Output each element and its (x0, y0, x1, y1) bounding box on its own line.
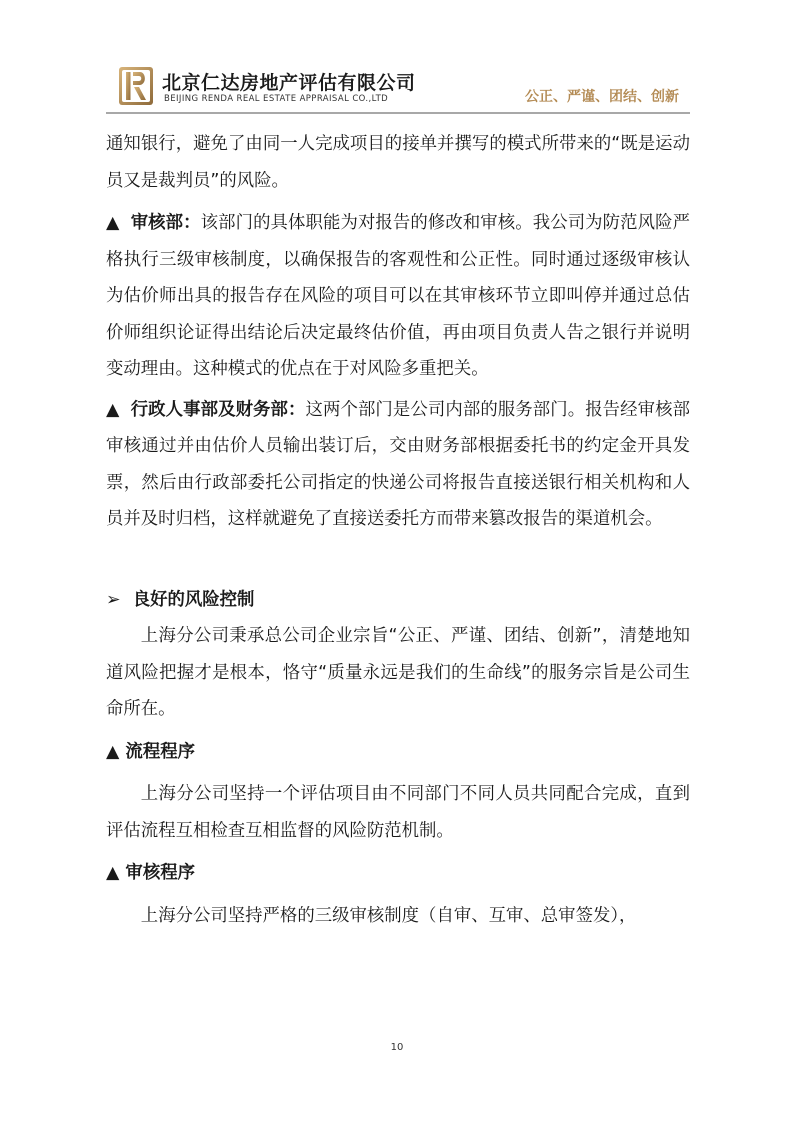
spacer (106, 538, 690, 574)
document-body (106, 126, 690, 934)
page-number: 10 (390, 1042, 404, 1053)
audit-department-paragraph (106, 205, 690, 388)
paragraph: 通知银行，避免了由同一人完成项目的接单并撰写的模式所带来的“既是运动员又是裁判员”的风险。 (106, 134, 690, 191)
header-divider (106, 112, 690, 114)
flow-procedure-paragraph: 上海分公司坚持一个评估项目由不同部门不同人员共同配合完成，直到评估流程互相检查互相监督的风险防范机制。 (106, 784, 690, 841)
renda-logo-icon (118, 66, 154, 106)
company-name-cn: 北京仁达房地产评估有限公司 (162, 72, 416, 94)
admin-finance-paragraph (106, 392, 690, 538)
audit-department-title: 审核部： (130, 213, 201, 233)
admin-finance-text: 这两个部门是公司内部的服务部门。报告经审核部审核通过并由估价人员输出装订后，交由财务部根据委托书的约定金开具发票，然后由行政部委托公司指定的快递公司将报告直接送银行相关机构和人员并及时归档，这样就避免了直接送委托方而带来篡改报告的渠道机会。 (106, 399, 690, 529)
page-header (0, 0, 794, 118)
arrow-bullet-icon: ➢ (106, 589, 121, 610)
company-slogan: 公正、严谨、团结、创新 (525, 89, 679, 105)
admin-finance-title: 行政人事部及财务部： (130, 399, 306, 420)
risk-control-heading-text: 良好的风险控制 (132, 589, 255, 610)
flow-procedure-heading: ▲ 流程程序 (106, 741, 195, 762)
review-procedure-paragraph: 上海分公司坚持严格的三级审核制度（自审、互审、总审签发）， (140, 905, 637, 926)
company-name-en: BEIJING RENDA REAL ESTATE APPRAISAL CO.,LTD (164, 94, 389, 104)
risk-control-paragraph: 上海分公司秉承总公司企业宗旨“公正、严谨、团结、创新”，清楚地知道风险把握才是根本，恪守“质量永远是我们的生命线”的服务宗旨是公司生命所在。 (106, 626, 690, 719)
review-procedure-heading: ▲ 审核程序 (106, 863, 195, 883)
triangle-marker: ▲ (106, 213, 120, 233)
audit-department-text: 该部门的具体职能为对报告的修改和审核。我公司为防范风险严格执行三级审核制度，以确保报告的客观性和公正性。同时通过逐级审核认为估价师出具的报告存在风险的项目可以在其审核环节立即叫停并通过总估价师组织论证得出结论后决定最终估价值，再由项目负责人告之银行并说明变动理由。这种模式的优点在于对风险多重把关。 (106, 213, 690, 379)
triangle-marker: ▲ (106, 399, 120, 420)
risk-control-heading (106, 582, 690, 619)
